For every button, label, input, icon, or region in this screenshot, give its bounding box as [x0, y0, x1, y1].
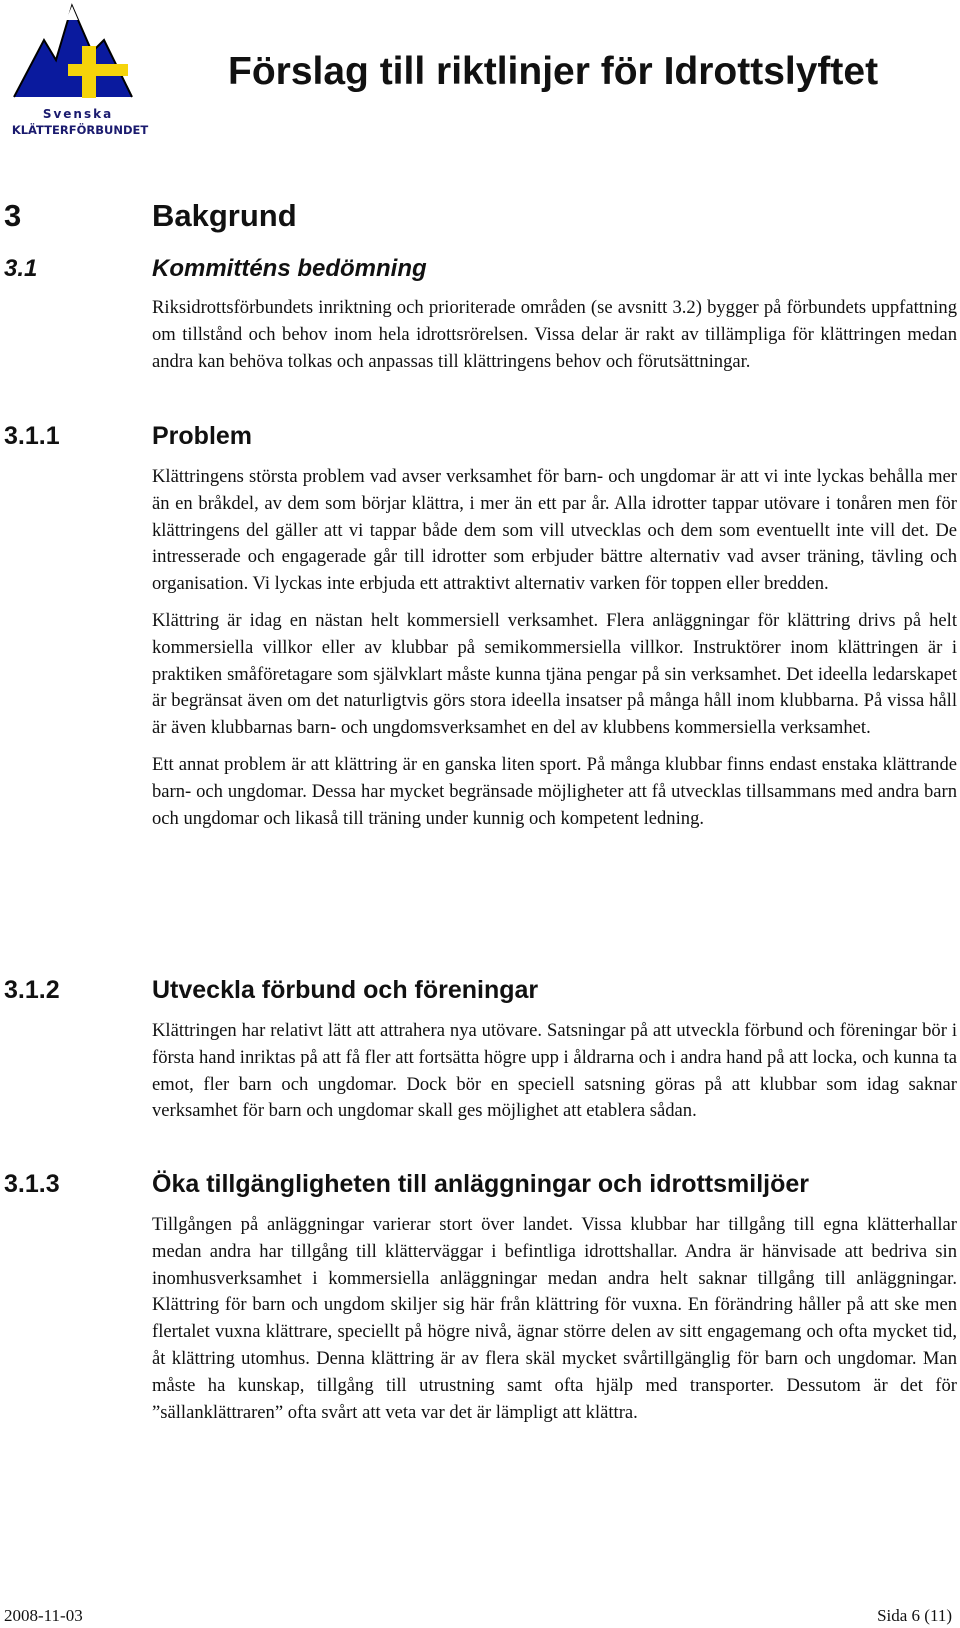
- paragraph: Klättring är idag en nästan helt kommersiell verksamhet. Flera anläggningar för klättring drivs på helt kommersiella villkor eller av klubbar på semikommersiella villkor. Instruktörer inom klättringen är i praktiken småföretagare som självklart måste kunna tjäna pengar på sin verksamhet. Det ideella ledarskapet är begränsat även om det naturligtvis görs stora ideella insatser på många håll inom klubbarna. På vissa håll är även klubbarnas barn- och ungdomsverksamhet en del av klubbens kommersiella verksamhet.: [152, 609, 957, 739]
- svenska-klatterforbundet-logo: [4, 2, 154, 140]
- svg-text:KLÄTTERFÖRBUNDET: KLÄTTERFÖRBUNDET: [11, 123, 149, 137]
- footer-page-number: Sida 6 (11): [877, 1606, 952, 1625]
- footer-date: 2008-11-03: [4, 1606, 83, 1625]
- subsection-body-tillganglighet: [152, 1212, 957, 1436]
- section-body: [152, 295, 957, 385]
- subsection-title: Öka tillgängligheten till anläggningar och idrottsmiljöer: [152, 1170, 810, 1198]
- paragraph: Ett annat problem är att klättring är en ganska liten sport. På många klubbar finns endast enstaka klättrande barn- och ungdomar. Dessa har mycket begränsade möjligheter att få utvecklas tillsammans med andra barn och ungdomar och likaså till träning under kunnig och kompetent ledning.: [152, 753, 957, 829]
- subsection-number: 3.1.2: [4, 976, 60, 1004]
- subsection-number: 3.1.1: [4, 422, 60, 450]
- chapter-number: 3: [4, 198, 22, 233]
- paragraph: Klättringens största problem vad avser verksamhet för barn- och ungdomar är att vi inte lyckas behålla mer än en bråkdel, av dem som börjar klättra, i mer än ett par år. Alla idrotter tappar utövare i tonåren men för klättringens del gäller att vi tappar både dem som vill utvecklas och dem som eventuellt inte vill det. De intresserade och engagerade går till idrotter som erbjuder bättre alternativ vad avser träning, tävling och organisation. Vi lyckas inte erbjuda ett attraktivt alternativ varken för toppen eller bredden.: [152, 466, 957, 595]
- section-title: Kommitténs bedömning: [152, 255, 427, 282]
- section-number: 3.1: [4, 255, 38, 282]
- document-title: Förslag till riktlinjer för Idrottslyftet: [228, 50, 879, 93]
- svg-text:Svenska: Svenska: [42, 107, 114, 121]
- subsection-title: Problem: [152, 422, 253, 450]
- paragraph: Riksidrottsförbundets inriktning och prioriterade områden (se avsnitt 3.2) bygger på förbundets uppfattning om tillstånd och behov inom hela idrottsrörelsen. Vissa delar är rakt av tillämpliga för klättringen medan andra kan behöva tolkas och anpassas till klättringens behov och förutsättningar.: [152, 297, 957, 372]
- subsection-body-problem: [152, 464, 957, 842]
- subsection-title: Utveckla förbund och föreningar: [152, 976, 539, 1004]
- paragraph: Klättringen har relativt lätt att attrahera nya utövare. Satsningar på att utveckla förbund och föreningar bör i första hand inriktas på att få fler att fortsätta högre upp i åldrarna och i andra hand på att locka, och kunna ta emot, fler barn och ungdomar. Dock bör en speciell satsning göras på att klubbar som idag saknar verksamhet för barn och ungdomar skall ges möjlighet att etablera sådan.: [152, 1020, 957, 1122]
- paragraph: Tillgången på anläggningar varierar stort över landet. Vissa klubbar har tillgång till egna klätterhallar medan andra har tillgång till klätterväggar i befintliga idrottshallar. Andra är hänvisade att bedriva sin inomhusverksamhet i kommersiella anläggningar medan andra helt saknar tillgång till anläggningar. Klättring för barn och ungdom skiljer sig här från klättring för vuxna. En förändring håller på att ske men flertalet vuxna klättrare, speciellt på högre nivå, ägnar större delen av sitt engagemang och ofta mycket tid, åt klättring utomhus. Denna klättring är av flera skäl mycket svårtillgänglig för barn och ungdomar. Man måste ha kunskap, tillgång till utrustning samt ofta hjälp med transporter. Dessutom är det för ”sällanklättraren” ofta svårt att veta var det är lämpligt att klättra.: [152, 1214, 957, 1423]
- subsection-number: 3.1.3: [4, 1170, 60, 1198]
- chapter-title: Bakgrund: [152, 198, 297, 233]
- subsection-body-utveckla: [152, 1018, 957, 1135]
